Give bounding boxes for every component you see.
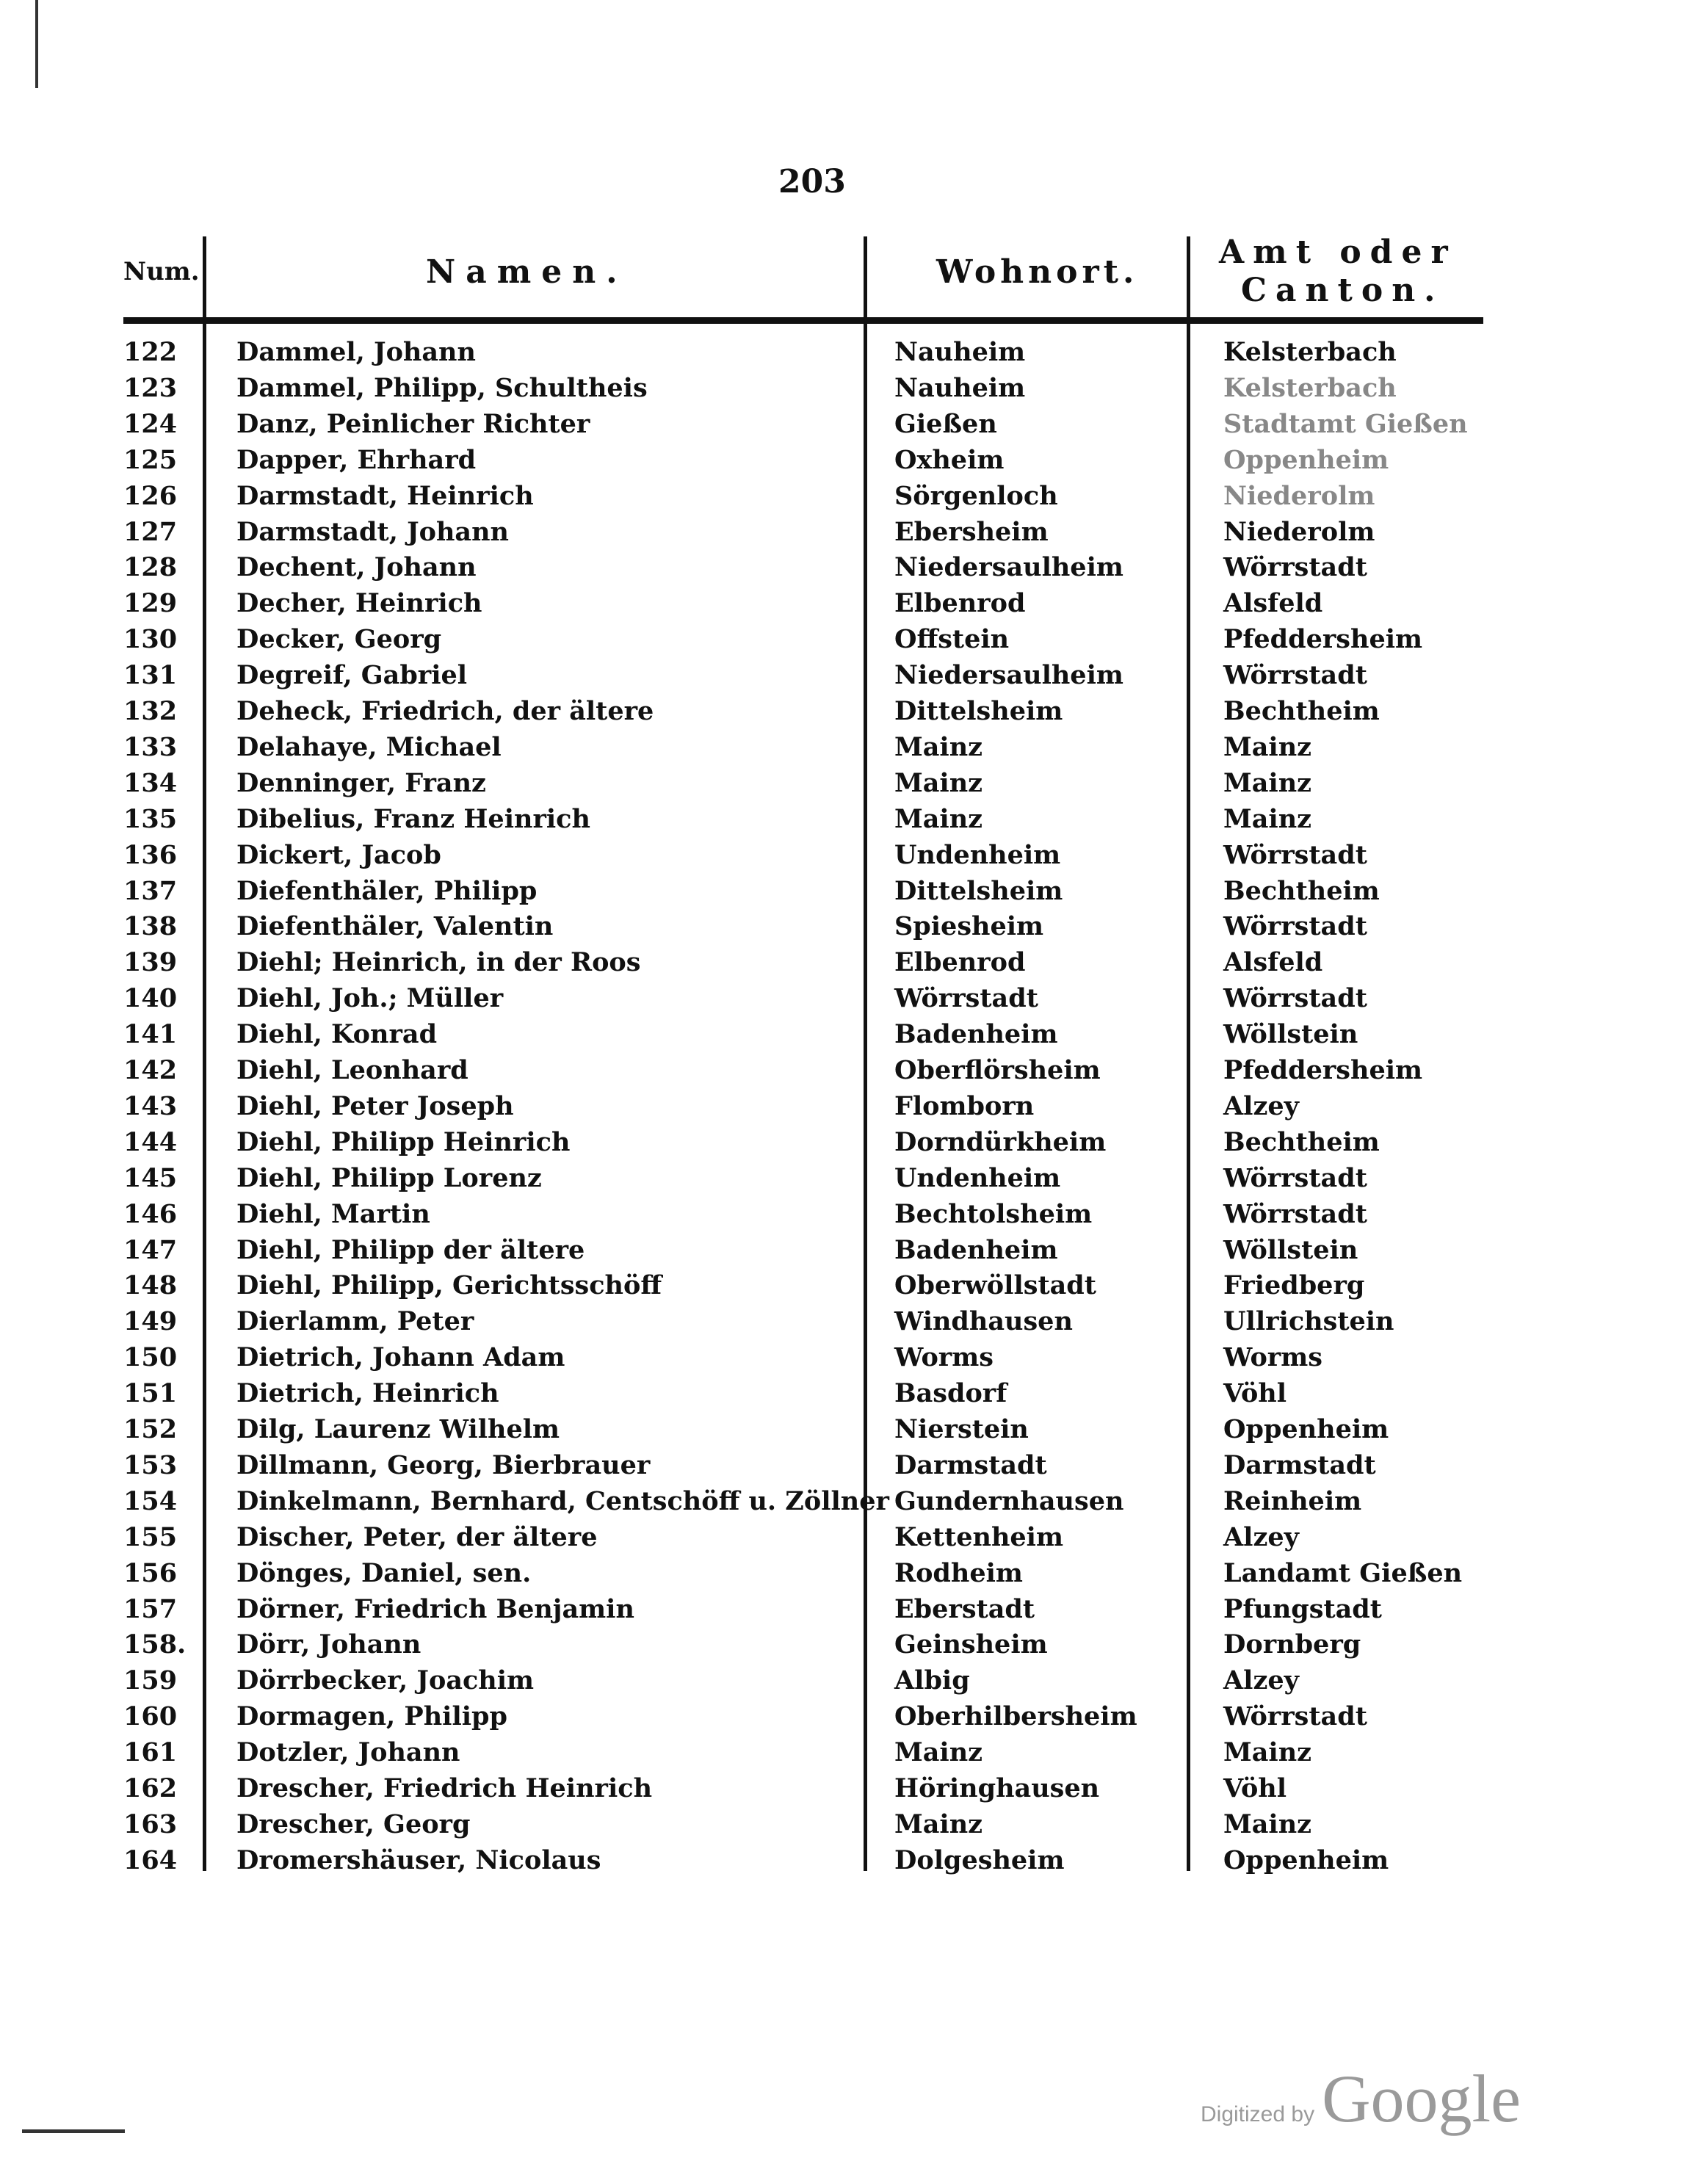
row-name: Darmstadt, Johann <box>236 516 509 547</box>
row-num: 134 <box>123 767 178 798</box>
header-amt-line2: Canton. <box>1241 272 1444 309</box>
row-wohnort: Elbenrod <box>894 588 1026 619</box>
row-amt: Pfungstadt <box>1223 1593 1382 1624</box>
row-amt: Mainz <box>1223 1809 1312 1839</box>
row-num: 136 <box>123 839 178 870</box>
table-row <box>0 837 1708 873</box>
row-amt: Dornberg <box>1223 1629 1361 1660</box>
row-num: 135 <box>123 803 178 834</box>
row-amt: Oppenheim <box>1223 1845 1389 1875</box>
table-row <box>0 1842 1708 1878</box>
table-row <box>0 1734 1708 1770</box>
row-name: Decker, Georg <box>236 624 442 655</box>
row-wohnort: Dolgesheim <box>894 1845 1065 1875</box>
row-num: 150 <box>123 1342 178 1373</box>
table-row <box>0 1555 1708 1591</box>
table-row <box>0 729 1708 765</box>
row-wohnort: Spiesheim <box>894 911 1044 942</box>
page-edge-mark <box>22 2129 125 2133</box>
row-num: 163 <box>123 1809 178 1839</box>
table-row <box>0 1447 1708 1483</box>
row-num: 140 <box>123 983 178 1014</box>
row-name: Diehl, Philipp, Gerichtsschöff <box>236 1270 662 1301</box>
row-wohnort: Oberflörsheim <box>894 1055 1101 1085</box>
row-name: Danz, Peinlicher Richter <box>236 408 590 439</box>
table-row <box>0 621 1708 657</box>
page-number: 203 <box>778 163 846 200</box>
table-row <box>0 478 1708 514</box>
table-row <box>0 1806 1708 1842</box>
row-num: 129 <box>123 588 178 619</box>
row-wohnort: Offstein <box>894 624 1010 655</box>
row-amt: Darmstadt <box>1223 1449 1376 1480</box>
table-row <box>0 1303 1708 1339</box>
row-amt: Alzey <box>1223 1665 1299 1696</box>
table-row <box>0 873 1708 909</box>
row-amt: Wörrstadt <box>1223 552 1367 583</box>
row-num: 154 <box>123 1485 178 1516</box>
row-num: 130 <box>123 624 178 655</box>
row-name: Drescher, Friedrich Heinrich <box>236 1773 653 1803</box>
row-name: Discher, Peter, der ältere <box>236 1521 598 1552</box>
row-wohnort: Basdorf <box>894 1378 1007 1409</box>
row-amt: Mainz <box>1223 803 1312 834</box>
table-row <box>0 1662 1708 1698</box>
row-name: Diehl, Philipp Heinrich <box>236 1126 571 1157</box>
table-row <box>0 1267 1708 1303</box>
table-row <box>0 1591 1708 1627</box>
row-num: 152 <box>123 1414 178 1444</box>
row-name: Diehl, Joh.; Müller <box>236 983 504 1014</box>
google-watermark <box>1201 2060 1521 2137</box>
row-num: 141 <box>123 1019 178 1050</box>
row-wohnort: Bechtolsheim <box>894 1198 1093 1229</box>
row-wohnort: Gießen <box>894 408 997 439</box>
row-amt: Oppenheim <box>1223 1414 1389 1444</box>
row-wohnort: Kettenheim <box>894 1521 1064 1552</box>
row-num: 131 <box>123 660 178 691</box>
row-wohnort: Mainz <box>894 1809 983 1839</box>
row-wohnort: Rodheim <box>894 1557 1023 1588</box>
row-name: Decher, Heinrich <box>236 588 482 619</box>
row-amt: Wörrstadt <box>1223 983 1367 1014</box>
row-wohnort: Niedersaulheim <box>894 552 1123 583</box>
row-wohnort: Geinsheim <box>894 1629 1048 1660</box>
page-edge-mark <box>35 0 38 88</box>
row-name: Dickert, Jacob <box>236 839 441 870</box>
row-wohnort: Eberstadt <box>894 1593 1035 1624</box>
table-row <box>0 1626 1708 1662</box>
row-wohnort: Darmstadt <box>894 1449 1047 1480</box>
row-name: Delahaye, Michael <box>236 731 502 762</box>
table-row <box>0 406 1708 442</box>
table-row <box>0 1052 1708 1088</box>
row-num: 157 <box>123 1593 178 1624</box>
row-amt: Mainz <box>1223 731 1312 762</box>
row-name: Dönges, Daniel, sen. <box>236 1557 532 1588</box>
row-wohnort: Oxheim <box>894 444 1005 475</box>
table-row <box>0 370 1708 406</box>
table-row <box>0 801 1708 837</box>
row-name: Dibelius, Franz Heinrich <box>236 803 590 834</box>
row-name: Deheck, Friedrich, der ältere <box>236 696 654 726</box>
row-amt: Wörrstadt <box>1223 1701 1367 1732</box>
header-amt-line1: Amt oder <box>1219 234 1457 271</box>
row-wohnort: Mainz <box>894 1737 983 1768</box>
table-row <box>0 1124 1708 1160</box>
row-num: 132 <box>123 696 178 726</box>
watermark-logo: Google <box>1322 2061 1521 2136</box>
table-row <box>0 1519 1708 1555</box>
row-amt: Pfeddersheim <box>1223 1055 1423 1085</box>
table-row <box>0 1375 1708 1411</box>
row-wohnort: Gundernhausen <box>894 1485 1124 1516</box>
row-wohnort: Undenheim <box>894 839 1061 870</box>
row-wohnort: Oberhilbersheim <box>894 1701 1137 1732</box>
row-amt: Friedberg <box>1223 1270 1365 1301</box>
row-name: Dörr, Johann <box>236 1629 421 1660</box>
row-wohnort: Worms <box>894 1342 994 1373</box>
table-row <box>0 1160 1708 1196</box>
row-num: 128 <box>123 552 178 583</box>
row-wohnort: Mainz <box>894 803 983 834</box>
row-amt: Wöllstein <box>1223 1234 1358 1265</box>
row-num: 144 <box>123 1126 178 1157</box>
row-wohnort: Wörrstadt <box>894 983 1038 1014</box>
row-wohnort: Badenheim <box>894 1234 1058 1265</box>
row-num: 142 <box>123 1055 178 1085</box>
row-amt: Wörrstadt <box>1223 911 1367 942</box>
row-name: Dietrich, Johann Adam <box>236 1342 565 1373</box>
row-amt: Bechtheim <box>1223 1126 1380 1157</box>
row-wohnort: Ebersheim <box>894 516 1049 547</box>
row-num: 151 <box>123 1378 178 1409</box>
row-num: 126 <box>123 480 178 511</box>
table-row <box>0 1088 1708 1124</box>
row-name: Dillmann, Georg, Bierbrauer <box>236 1449 651 1480</box>
table-row <box>0 980 1708 1016</box>
row-amt: Ullrichstein <box>1223 1306 1394 1337</box>
row-num: 122 <box>123 337 178 367</box>
row-name: Diehl, Peter Joseph <box>236 1090 514 1121</box>
row-amt: Wöllstein <box>1223 1019 1358 1050</box>
row-num: 156 <box>123 1557 178 1588</box>
row-num: 125 <box>123 444 178 475</box>
row-name: Drescher, Georg <box>236 1809 471 1839</box>
row-num: 137 <box>123 875 178 906</box>
row-name: Diehl; Heinrich, in der Roos <box>236 947 641 978</box>
row-num: 145 <box>123 1162 178 1193</box>
row-name: Darmstadt, Heinrich <box>236 480 534 511</box>
row-wohnort: Nauheim <box>894 337 1026 367</box>
row-wohnort: Albig <box>894 1665 970 1696</box>
row-wohnort: Oberwöllstadt <box>894 1270 1096 1301</box>
row-amt: Wörrstadt <box>1223 839 1367 870</box>
table-row <box>0 334 1708 370</box>
row-amt: Stadtamt Gießen <box>1223 408 1468 439</box>
table-row <box>0 1770 1708 1806</box>
row-name: Degreif, Gabriel <box>236 660 468 691</box>
row-amt: Mainz <box>1223 767 1312 798</box>
row-amt: Landamt Gießen <box>1223 1557 1463 1588</box>
table-row <box>0 657 1708 693</box>
header-rule <box>123 317 1483 324</box>
row-amt: Bechtheim <box>1223 696 1380 726</box>
row-name: Dechent, Johann <box>236 552 477 583</box>
table-row <box>0 585 1708 621</box>
row-name: Dietrich, Heinrich <box>236 1378 499 1409</box>
row-name: Diehl, Philipp der ältere <box>236 1234 585 1265</box>
row-name: Dromershäuser, Nicolaus <box>236 1845 601 1875</box>
row-amt: Bechtheim <box>1223 875 1380 906</box>
row-amt: Alsfeld <box>1223 588 1323 619</box>
row-amt: Wörrstadt <box>1223 1162 1367 1193</box>
row-amt: Vöhl <box>1223 1378 1287 1409</box>
row-name: Dinkelmann, Bernhard, Centschöff u. Zöllner <box>236 1485 889 1516</box>
row-amt: Oppenheim <box>1223 444 1389 475</box>
row-name: Diefenthäler, Valentin <box>236 911 554 942</box>
table-row <box>0 1016 1708 1052</box>
row-num: 146 <box>123 1198 178 1229</box>
table-row <box>0 944 1708 980</box>
row-name: Dormagen, Philipp <box>236 1701 508 1732</box>
row-name: Denninger, Franz <box>236 767 486 798</box>
row-amt: Niederolm <box>1223 516 1375 547</box>
header-wohnort: Wohnort. <box>936 253 1139 291</box>
row-name: Dotzler, Johann <box>236 1737 460 1768</box>
row-wohnort: Niedersaulheim <box>894 660 1123 691</box>
row-wohnort: Badenheim <box>894 1019 1058 1050</box>
table-row <box>0 1232 1708 1268</box>
row-wohnort: Flomborn <box>894 1090 1035 1121</box>
row-amt: Pfeddersheim <box>1223 624 1423 655</box>
row-amt: Kelsterbach <box>1223 337 1397 367</box>
row-wohnort: Höringhausen <box>894 1773 1100 1803</box>
row-num: 148 <box>123 1270 178 1301</box>
row-wohnort: Mainz <box>894 767 983 798</box>
row-name: Dörrbecker, Joachim <box>236 1665 535 1696</box>
row-num: 160 <box>123 1701 178 1732</box>
row-num: 123 <box>123 372 178 403</box>
row-wohnort: Nierstein <box>894 1414 1029 1444</box>
row-num: 143 <box>123 1090 178 1121</box>
table-row <box>0 1483 1708 1519</box>
row-num: 147 <box>123 1234 178 1265</box>
row-amt: Alzey <box>1223 1521 1299 1552</box>
row-name: Diehl, Konrad <box>236 1019 438 1050</box>
row-wohnort: Elbenrod <box>894 947 1026 978</box>
table-row <box>0 1339 1708 1375</box>
row-name: Dapper, Ehrhard <box>236 444 477 475</box>
row-name: Diefenthäler, Philipp <box>236 875 538 906</box>
header-amt <box>1219 234 1457 310</box>
row-num: 159 <box>123 1665 178 1696</box>
row-name: Diehl, Martin <box>236 1198 430 1229</box>
table-row <box>0 442 1708 478</box>
row-amt: Mainz <box>1223 1737 1312 1768</box>
row-num: 155 <box>123 1521 178 1552</box>
row-name: Dammel, Philipp, Schultheis <box>236 372 648 403</box>
row-amt: Wörrstadt <box>1223 660 1367 691</box>
row-name: Diehl, Leonhard <box>236 1055 468 1085</box>
row-amt: Alzey <box>1223 1090 1299 1121</box>
row-wohnort: Dittelsheim <box>894 696 1063 726</box>
row-num: 149 <box>123 1306 178 1337</box>
row-wohnort: Nauheim <box>894 372 1026 403</box>
row-wohnort: Sörgenloch <box>894 480 1058 511</box>
table-row <box>0 549 1708 585</box>
row-amt: Kelsterbach <box>1223 372 1397 403</box>
row-amt: Worms <box>1223 1342 1322 1373</box>
row-num: 138 <box>123 911 178 942</box>
row-name: Dilg, Laurenz Wilhelm <box>236 1414 560 1444</box>
table-row <box>0 1196 1708 1232</box>
row-wohnort: Mainz <box>894 731 983 762</box>
row-name: Diehl, Philipp Lorenz <box>236 1162 542 1193</box>
row-amt: Reinheim <box>1223 1485 1362 1516</box>
row-wohnort: Windhausen <box>894 1306 1073 1337</box>
row-num: 158. <box>123 1629 187 1660</box>
row-num: 162 <box>123 1773 178 1803</box>
table-row <box>0 908 1708 944</box>
row-amt: Niederolm <box>1223 480 1375 511</box>
table-row <box>0 1411 1708 1447</box>
row-wohnort: Dorndürkheim <box>894 1126 1107 1157</box>
row-name: Dammel, Johann <box>236 337 476 367</box>
row-wohnort: Dittelsheim <box>894 875 1063 906</box>
row-name: Dierlamm, Peter <box>236 1306 474 1337</box>
row-num: 124 <box>123 408 178 439</box>
table-row <box>0 514 1708 550</box>
row-name: Dörner, Friedrich Benjamin <box>236 1593 634 1624</box>
row-num: 139 <box>123 947 178 978</box>
row-num: 153 <box>123 1449 178 1480</box>
table-row <box>0 765 1708 801</box>
row-num: 161 <box>123 1737 178 1768</box>
row-num: 127 <box>123 516 178 547</box>
row-wohnort: Undenheim <box>894 1162 1061 1193</box>
row-amt: Vöhl <box>1223 1773 1287 1803</box>
watermark-small: Digitized by <box>1201 2102 1315 2126</box>
table-row <box>0 1698 1708 1734</box>
row-num: 133 <box>123 731 178 762</box>
table-row <box>0 693 1708 729</box>
row-amt: Alsfeld <box>1223 947 1323 978</box>
header-name: Namen. <box>426 253 628 291</box>
row-amt: Wörrstadt <box>1223 1198 1367 1229</box>
header-num: Num. <box>123 257 200 286</box>
row-num: 164 <box>123 1845 178 1875</box>
